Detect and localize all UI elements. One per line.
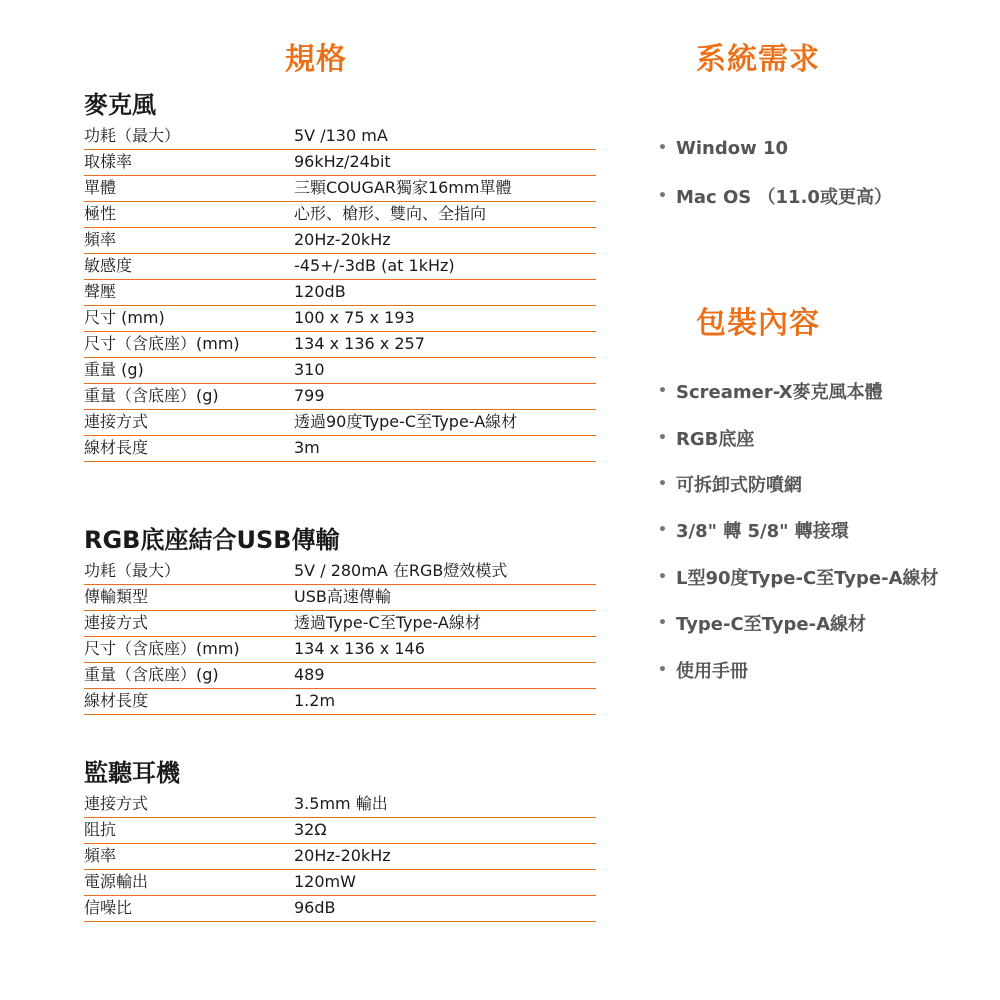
spec-key: 連接方式	[84, 412, 149, 431]
spec-row	[84, 663, 596, 689]
spec-key: 連接方式	[84, 613, 149, 632]
list-item	[658, 172, 988, 220]
list-item-text: Screamer-X麥克風本體	[676, 382, 883, 404]
spec-key: 重量（含底座）(g)	[84, 665, 219, 684]
spec-value: 3.5mm 輸出	[294, 794, 388, 813]
spec-row	[84, 358, 596, 384]
spec-value: 32Ω	[294, 820, 327, 839]
spec-value: 120mW	[294, 872, 356, 891]
spec-value: USB高速傳輸	[294, 587, 391, 606]
spec-value: 透過90度Type-C至Type-A線材	[294, 412, 518, 431]
specs-title: 規格	[285, 42, 347, 77]
bullet-icon: •	[658, 568, 667, 585]
package-title: 包裝內容	[696, 306, 820, 341]
spec-value: 5V /130 mA	[294, 126, 388, 145]
spec-key: 單體	[84, 178, 117, 197]
spec-value: 96dB	[294, 898, 336, 917]
package-contents-list	[658, 368, 988, 693]
bullet-icon: •	[658, 383, 667, 400]
rgb-base-heading: RGB底座結合USB傳輸	[84, 526, 340, 554]
spec-value: 三顆COUGAR獨家16mm單體	[294, 178, 512, 197]
spec-value: 20Hz-20kHz	[294, 230, 391, 249]
spec-key: 重量 (g)	[84, 360, 144, 379]
list-item	[658, 414, 988, 460]
spec-row	[84, 611, 596, 637]
spec-key: 尺寸（含底座）(mm)	[84, 639, 240, 658]
list-item	[658, 600, 988, 646]
bullet-icon: •	[658, 429, 667, 446]
bullet-icon: •	[658, 522, 667, 539]
spec-row	[84, 254, 596, 280]
spec-row	[84, 306, 596, 332]
spec-key: 線材長度	[84, 691, 149, 710]
spec-value: 透過Type-C至Type-A線材	[294, 613, 481, 632]
spec-key: 尺寸（含底座）(mm)	[84, 334, 240, 353]
microphone-heading: 麥克風	[84, 91, 156, 119]
list-item	[658, 461, 988, 507]
list-item-text: Mac OS （11.0或更高）	[676, 187, 892, 208]
spec-key: 頻率	[84, 846, 117, 865]
spec-row	[84, 384, 596, 410]
spec-row	[84, 202, 596, 228]
spec-row	[84, 228, 596, 254]
spec-key: 功耗（最大）	[84, 561, 181, 580]
spec-row	[84, 559, 596, 585]
spec-value: 3m	[294, 438, 320, 457]
spec-value: 489	[294, 665, 325, 684]
spec-key: 阻抗	[84, 820, 117, 839]
spec-row	[84, 436, 596, 462]
bullet-icon: •	[658, 475, 667, 492]
bullet-icon: •	[658, 615, 667, 632]
spec-row	[84, 818, 596, 844]
microphone-spec-section	[84, 86, 596, 462]
rgb-base-spec-table	[84, 559, 596, 715]
spec-row	[84, 896, 596, 922]
spec-row	[84, 689, 596, 715]
spec-value: 120dB	[294, 282, 346, 301]
spec-value: 20Hz-20kHz	[294, 846, 391, 865]
list-item-text: Type-C至Type-A線材	[676, 614, 867, 636]
spec-row	[84, 150, 596, 176]
spec-key: 聲壓	[84, 282, 117, 301]
spec-key: 重量（含底座）(g)	[84, 386, 219, 405]
spec-value: 310	[294, 360, 325, 379]
list-item	[658, 124, 988, 172]
spec-value: 799	[294, 386, 325, 405]
monitor-spec-section	[84, 754, 596, 922]
spec-key: 連接方式	[84, 794, 149, 813]
list-item-text: Window 10	[676, 137, 789, 159]
requirements-title: 系統需求	[696, 42, 820, 77]
list-item	[658, 646, 988, 692]
list-item	[658, 554, 988, 600]
spec-key: 功耗（最大）	[84, 126, 181, 145]
requirements-list	[658, 124, 988, 220]
spec-row	[84, 637, 596, 663]
spec-key: 取樣率	[84, 152, 133, 171]
spec-value: 1.2m	[294, 691, 336, 710]
spec-row	[84, 792, 596, 818]
spec-key: 極性	[84, 204, 117, 223]
spec-row	[84, 410, 596, 436]
spec-key: 頻率	[84, 230, 117, 249]
list-item	[658, 507, 988, 553]
spec-row	[84, 585, 596, 611]
spec-value: 100 x 75 x 193	[294, 308, 415, 327]
spec-row	[84, 870, 596, 896]
spec-key: 尺寸 (mm)	[84, 308, 165, 327]
list-item-text: L型90度Type-C至Type-A線材	[676, 567, 939, 589]
spec-row	[84, 124, 596, 150]
spec-key: 信噪比	[84, 898, 133, 917]
bullet-icon: •	[658, 188, 667, 204]
spec-value: -45+/-3dB (at 1kHz)	[294, 256, 455, 275]
spec-key: 傳輸類型	[84, 587, 149, 606]
list-item	[658, 368, 988, 414]
list-item-text: 3/8" 轉 5/8" 轉接環	[676, 521, 849, 543]
spec-key: 線材長度	[84, 438, 149, 457]
spec-row	[84, 280, 596, 306]
spec-value: 5V / 280mA 在RGB燈效模式	[294, 561, 508, 580]
list-item-text: 使用手冊	[676, 660, 748, 682]
bullet-icon: •	[658, 140, 667, 156]
spec-row	[84, 332, 596, 358]
microphone-spec-table	[84, 124, 596, 462]
spec-key: 敏感度	[84, 256, 133, 275]
spec-value: 134 x 136 x 146	[294, 639, 425, 658]
spec-value: 96kHz/24bit	[294, 152, 391, 171]
rgb-base-spec-section	[84, 521, 596, 715]
monitor-heading: 監聽耳機	[84, 759, 180, 787]
list-item-text: RGB底座	[676, 428, 755, 450]
list-item-text: 可拆卸式防噴網	[676, 474, 802, 496]
spec-key: 電源輸出	[84, 872, 149, 891]
spec-row	[84, 176, 596, 202]
bullet-icon: •	[658, 661, 667, 678]
spec-value: 心形、槍形、雙向、全指向	[294, 204, 487, 223]
spec-row	[84, 844, 596, 870]
monitor-spec-table	[84, 792, 596, 922]
spec-value: 134 x 136 x 257	[294, 334, 425, 353]
